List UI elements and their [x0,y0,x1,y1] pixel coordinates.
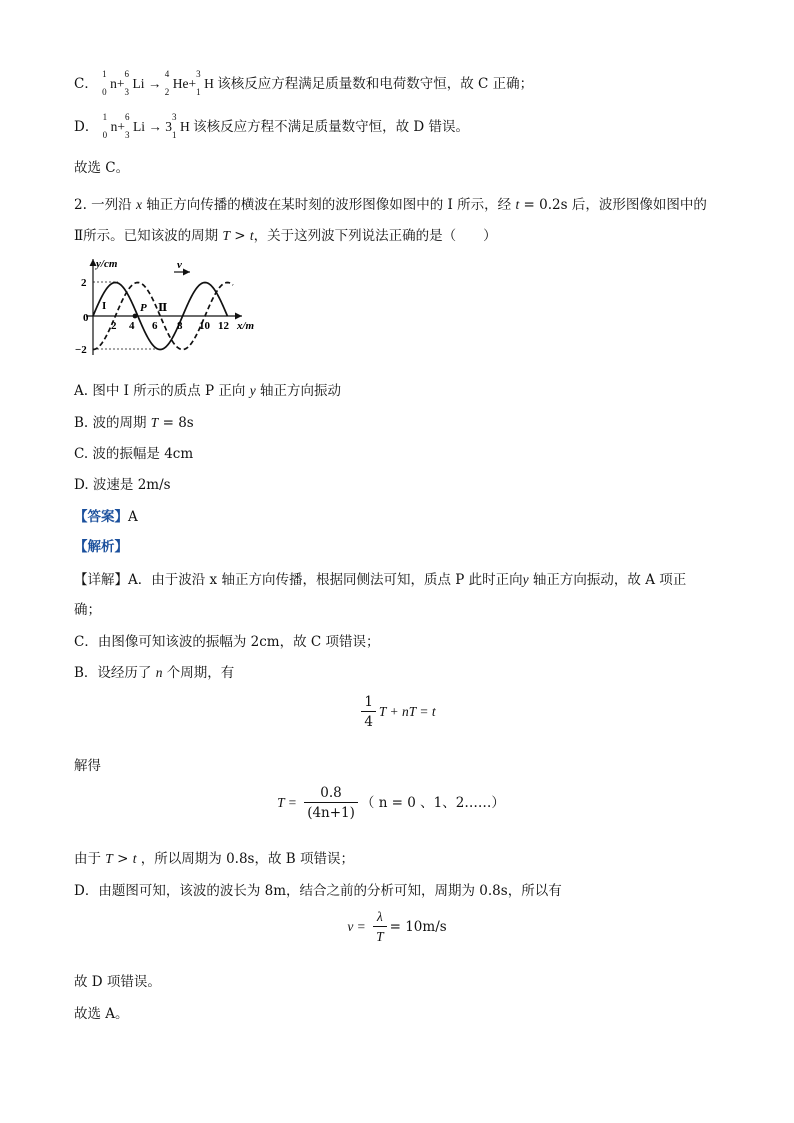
eq1-fraction [361,693,376,732]
detail-b2-var-t: t [132,851,137,866]
y-tick-neg2: −2 [75,344,87,356]
choose-c-line: 故选 C。 [74,160,130,176]
detail-a-line-2: 确； [74,602,101,618]
eq3-fraction [373,908,387,947]
analysis-line [74,535,128,555]
detail-b-line-2 [74,847,354,867]
q2-var-T: T [222,228,230,243]
eq3-lhs: v = [347,919,366,934]
q2-var-x: x [135,197,142,212]
eq3-numerator: λ [373,908,387,927]
option-d: D. 波速是 2m/s [74,477,171,493]
detail-b-var-n: n [155,665,163,680]
detail-b2-var-T: T [105,851,113,866]
detail-b2-gt: > [112,851,133,867]
option-b-var-T: T [150,415,159,430]
eq2-lhs: T = [277,795,297,810]
equation-3 [0,908,794,947]
x-tick-6: 6 [152,320,158,332]
nuclear-equation-c: 1 0 n+ 6 3 Li → 4 2 He+ 3 1 H [102,69,218,97]
detail-c-line: C．由图像可知该波的振幅为 2cm，故 C 项错误； [74,634,380,650]
line-option-c-explain [74,69,534,97]
detail-b2-text-2: ，所以周期为 0.8s，故 B 项错误； [136,851,354,867]
choose-a-line: 故选 A。 [74,1006,129,1022]
d-explain-text: 该核反应方程不满足质量数守恒，故 D 错误。 [193,119,470,135]
answer-tag: 【答案】 [74,509,128,525]
question-2-line-2 [74,224,497,244]
equation-2 [0,784,788,823]
q2-text-a: 2. 一列沿 [74,197,136,213]
option-a-var-y: y [249,383,256,398]
detail-b2-text: 由于 [74,851,106,867]
eq3-denominator: T [376,929,384,944]
nuclear-equation-d: 1 0 n+ 6 3 Li → 3 3 1 H [102,112,194,140]
q2-text-b: 轴正方向传播的横波在某时刻的波形图像如图中的 I 所示，经 [141,197,516,213]
eq1-rest: T + nT = t [378,704,436,719]
eq1-denominator: 4 [364,714,373,730]
q2-text-e: ，关于这列波下列说法正确的是（ ） [253,228,497,244]
q2-gt: > [229,228,250,244]
option-a [74,379,341,399]
detail-tag: 【详解】 [74,572,128,588]
eq3-rest: = 10m/s [389,919,447,935]
detail-a-text-2: 轴正方向振动，故 A 项正 [528,572,687,588]
equation-1 [0,693,794,732]
line-option-d-explain [74,112,470,140]
answer-value: A [128,509,138,525]
q2-var-t: t [515,197,520,212]
option-b-text: B. 波的周期 [74,415,151,431]
option-a-text: A. 图中 I 所示的质点 P 正向 [74,383,250,399]
x-tick-10: 10 [199,320,210,332]
point-p-dot [133,314,138,319]
label-d: D． [74,119,99,135]
x-tick-8: 8 [177,320,183,332]
detail-a-line-1 [74,568,686,588]
q2-text-d: Ⅱ所示。已知该波的周期 [74,228,223,244]
detail-b-text: B．设经历了 [74,665,156,681]
detail-a-text: A．由于波沿 x 轴正方向传播，根据同侧法可知，质点 P 此时正向 [128,572,523,588]
label-c: C． [74,76,98,92]
detail-d-line-1: D．由题图可知，该波的波长为 8m，结合之前的分析可知，周期为 0.8s，所以有 [74,883,562,899]
origin-label: 0 [83,312,89,324]
eq2-fraction [304,784,358,823]
option-b-text-2: = 8s [158,415,194,431]
wave-figure [72,255,272,359]
eq2-condition: （ n = 0 、1、2……） [360,795,505,811]
eq2-numerator: 0.8 [304,784,358,803]
q2-var-t2: t [249,228,254,243]
wave-I-label: I [102,300,107,312]
analysis-tag: 【解析】 [74,539,128,555]
x-tick-2: 2 [111,320,117,332]
eq2-denominator: (4n+1) [307,805,355,821]
eq1-numerator: 1 [361,693,376,712]
option-b [74,411,194,431]
wave-II-label: Ⅱ [158,302,168,314]
question-2-line-1 [74,193,707,213]
y-tick-2: 2 [81,277,87,289]
point-p-label: P [140,302,147,314]
detail-b-line-1 [74,661,234,681]
q2-text-c: = 0.2s 后，波形图像如图中的 [519,197,707,213]
option-c: C. 波的振幅是 4cm [74,446,194,462]
option-a-text-2: 轴正方向振动 [255,383,342,399]
y-axis-label: y/cm [96,258,118,270]
c-explain-text: 该核反应方程满足质量数和电荷数守恒，故 C 正确； [217,76,534,92]
detail-d-line-2: 故 D 项错误。 [74,974,161,990]
answer-line [74,505,138,525]
detail-b-text-2: 个周期，有 [162,665,235,681]
solve-line: 解得 [74,758,101,774]
x-tick-12: 12 [218,320,229,332]
x-tick-4: 4 [129,320,135,332]
detail-a-var-y: y [522,572,529,587]
velocity-label: v [177,259,182,271]
x-axis-label: x/m [237,320,255,332]
